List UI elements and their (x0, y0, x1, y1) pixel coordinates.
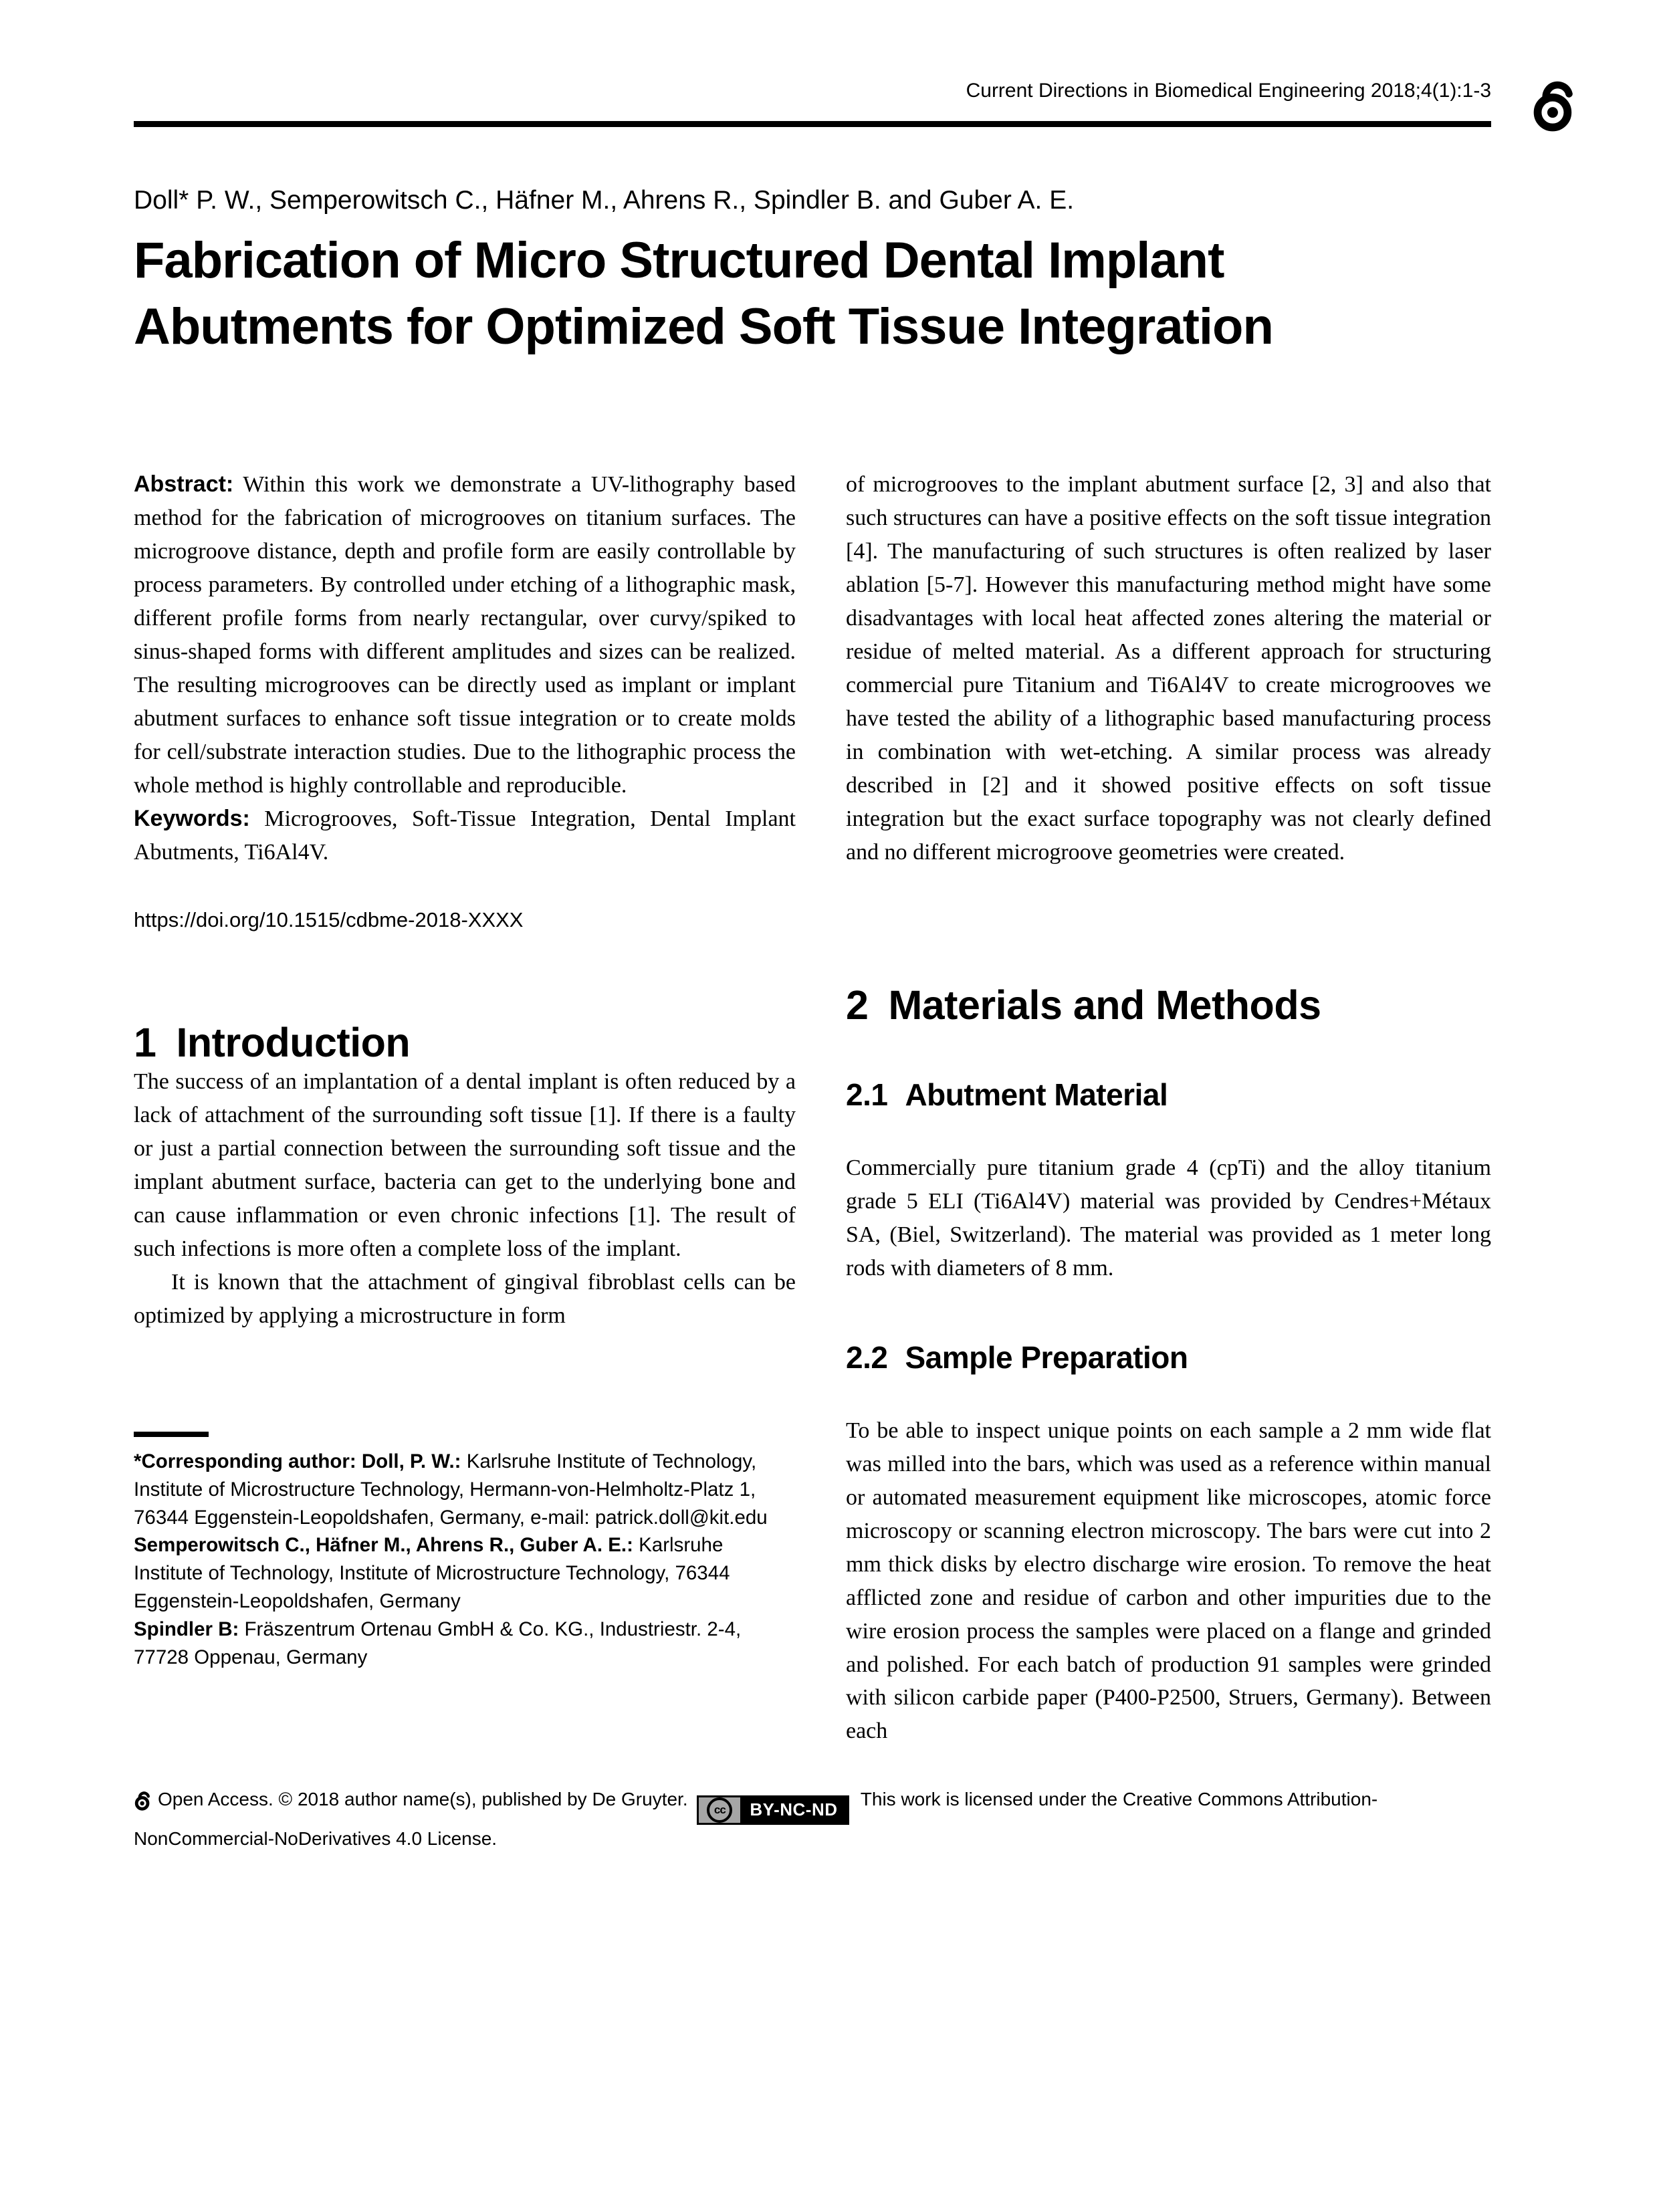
subsection-2-2-number: 2.2 (846, 1339, 888, 1375)
cc-icon: cc (699, 1797, 740, 1823)
cc-by-nc-nd-badge (697, 1795, 849, 1825)
section-1-title: Introduction (176, 1019, 411, 1065)
footnote-spindler-text: Fräszentrum Ortenau GmbH & Co. KG., Industriestr. 2-4, 77728 Oppenau, Germany (134, 1618, 742, 1668)
subsection-2-2-title: Sample Preparation (905, 1339, 1188, 1375)
footnote-other-authors-text: Karlsruhe Institute of Technology, Institute of Microstructure Technology, 76344 Eggenstein-Leopoldshafen, Germany (134, 1534, 730, 1613)
license-footer (134, 1785, 1491, 1853)
subsection-2-1-number: 2.1 (846, 1077, 888, 1113)
footnote-other-authors-label: Semperowitsch C., Häfner M., Ahrens R., Guber A. E.: (134, 1534, 633, 1557)
content-columns (134, 468, 1491, 1748)
abstract-paragraph (134, 468, 796, 802)
page-header (134, 79, 1491, 103)
footer-license-text: This work is licensed under the Creative Commons Attribution-NonCommercial-NoDerivatives 4.0 License. (134, 1789, 1378, 1849)
footnote-spindler-label: Spindler B: (134, 1618, 239, 1641)
open-access-small-icon (134, 1787, 151, 1811)
subsection-2-2-heading (846, 1340, 1491, 1375)
doi-link[interactable]: https://doi.org/10.1515/cdbme-2018-XXXX (134, 907, 524, 931)
left-column (134, 468, 796, 1671)
authors-line: Doll* P. W., Semperowitsch C., Häfner M., Ahrens R., Spindler B. and Guber A. E. (134, 186, 1075, 215)
subsection-2-1-title: Abutment Material (905, 1077, 1168, 1113)
keywords-label: Keywords: (134, 806, 250, 832)
section-1-heading (134, 1020, 796, 1065)
footnote-corresponding-label: *Corresponding author: Doll, P. W.: (134, 1450, 461, 1472)
journal-reference: Current Directions in Biomedical Engineering 2018;4(1):1-3 (966, 80, 1491, 102)
right-column (846, 468, 1491, 1748)
abstract-label: Abstract: (134, 471, 234, 497)
footnote-spindler (134, 1616, 796, 1672)
abstract-text: Within this work we demonstrate a UV-lithography based method for the fabrication of microgrooves on titanium surfaces. The microgroove distance, depth and profile form are easily controllable by process parameters. By controlled under etching of a lithographic mask, different profile forms from nearly rectangular, over curvy/spiked to sinus-shaped forms with different amplitudes and sizes can be realized. The resulting microgrooves can be directly used as implant or implant abutment surfaces to enhance soft tissue integration or to create molds for cell/substrate interaction studies. Due to the lithographic process the whole method is highly controllable and reproducible. (134, 472, 796, 798)
open-access-icon (1530, 68, 1577, 132)
page-title: Fabrication of Micro Structured Dental Implant Abutments for Optimized Soft Tissue Integration (134, 231, 1273, 355)
footnotes (134, 1448, 796, 1672)
header-rule (134, 121, 1491, 127)
keywords-paragraph (134, 802, 796, 869)
footnote-corresponding-text: Karlsruhe Institute of Technology, Institute of Microstructure Technology, Hermann-von-Helmholtz-Platz 1, 76344 Eggenstein-Leopoldshafen, Germany, e-mail: patrick.doll@kit.edu (134, 1450, 768, 1529)
section-1-number: 1 (134, 1019, 156, 1065)
intro-paragraph-2: It is known that the attachment of gingival fibroblast cells can be optimized by applying a microstructure in form (134, 1269, 796, 1328)
section-2-heading (846, 983, 1491, 1028)
abutment-material-paragraph: Commercially pure titanium grade 4 (cpTi) and the alloy titanium grade 5 ELI (Ti6Al4V) material was provided by Cendres+Métaux SA, (Biel, Switzerland). The material was provided as 1 meter long rods with diameters of 8 mm. (846, 1155, 1491, 1281)
keywords-text: Microgrooves, Soft-Tissue Integration, Dental Implant Abutments, Ti6Al4V. (134, 806, 796, 865)
subsection-2-1-heading (846, 1077, 1491, 1113)
intro-continued-paragraph: of microgrooves to the implant abutment surface [2, 3] and also that such structures can have a positive effects on the soft tissue integration [4]. The manufacturing of such structures is often realized by laser ablation [5-7]. However this manufacturing method might have some disadvantages with local heat affected zones altering the material or residue of melted material. As a different approach for structuring commercial pure Titanium and Ti6Al4V to create microgrooves we have tested the ability of a lithographic based manufacturing process in combination with wet-etching. A similar process was already described in [2] and it showed positive effects on soft tissue integration but the exact surface topography was not clearly defined and no different microgroove geometries were created. (846, 472, 1491, 865)
footnote-corresponding (134, 1448, 796, 1532)
sample-preparation-paragraph: To be able to inspect unique points on each sample a 2 mm wide flat was milled into the bars, which was used as a reference within manual or automated measurement equipment like microscopes, atomic force microscopy or scanning electron microscopy. The bars were cut into 2 mm thick disks by electro discharge wire erosion. To remove the heat afflicted zone and residue of carbon and other impurities due to the wire erosion process the samples were placed on a flange and grinded and polished. For each batch of production 91 samples were grinded with silicon carbide paper (P400-P2500, Struers, Germany). Between each (846, 1418, 1491, 1744)
footer-open-access-text: Open Access. © 2018 author name(s), published by De Gruyter. (158, 1789, 688, 1810)
section-2-title: Materials and Methods (888, 982, 1321, 1028)
section-2-number: 2 (846, 982, 869, 1028)
footnote-block (134, 1432, 796, 1672)
intro-paragraph-1: The success of an implantation of a dental implant is often reduced by a lack of attachment of the surrounding soft tissue [1]. If there is a faulty or just a partial connection between the surrounding soft tissue and the implant abutment surface, bacteria can get to the underlying bone and can cause inflammation or even chronic infections [1]. The result of such infections is more often a complete loss of the implant. (134, 1069, 796, 1261)
footnote-other-authors (134, 1531, 796, 1616)
cc-badge-label: BY-NC-ND (740, 1797, 847, 1823)
footnote-rule (134, 1432, 209, 1437)
